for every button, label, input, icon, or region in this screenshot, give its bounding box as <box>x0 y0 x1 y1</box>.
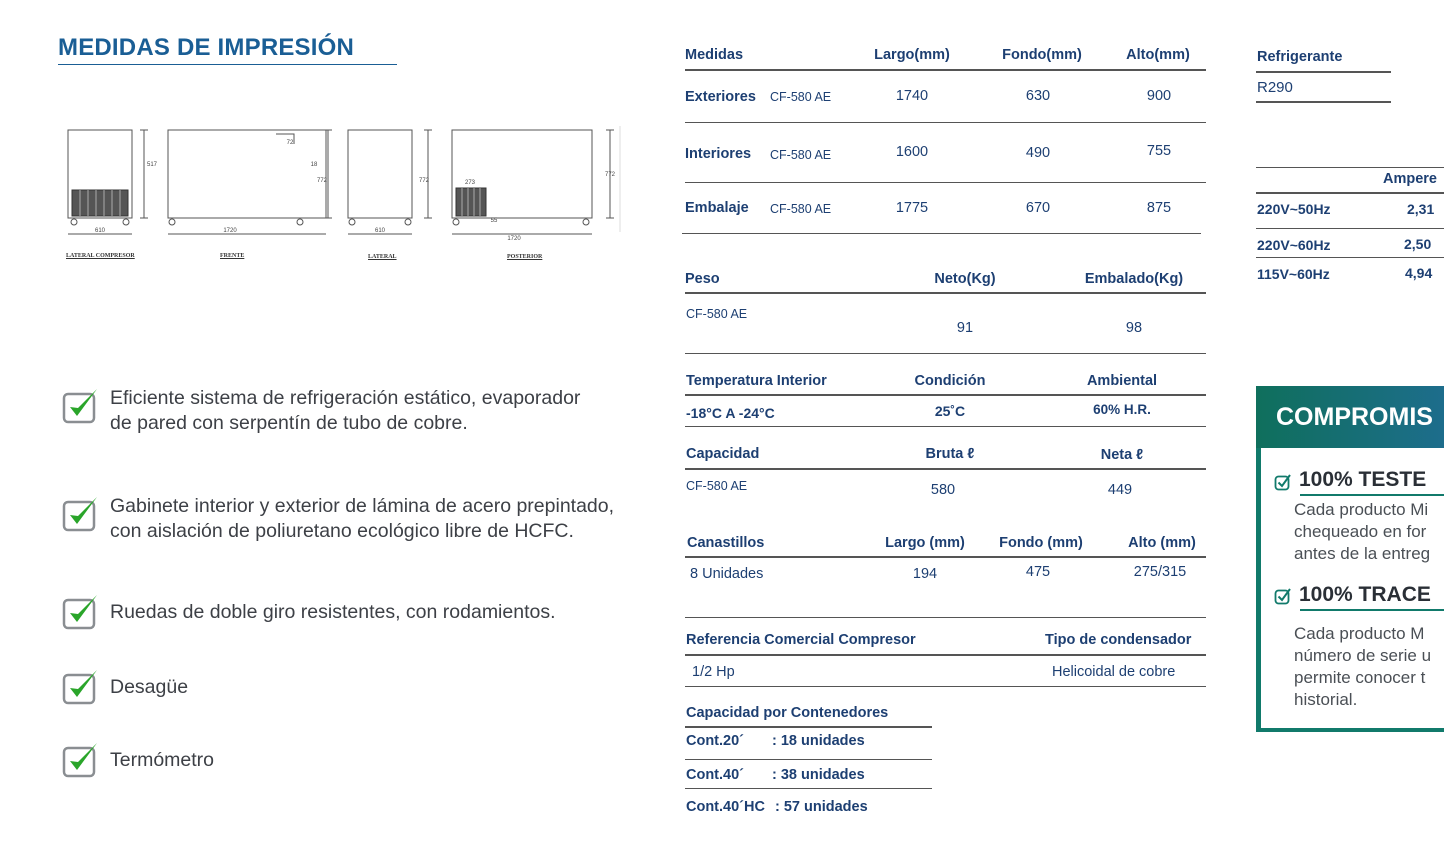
measures-row-largo: 1740 <box>895 88 929 104</box>
capacity-header-label: Capacidad <box>686 446 760 462</box>
electrical-row-rule <box>1256 257 1444 258</box>
checkbox-check-icon <box>62 740 100 780</box>
diagram-dim-5: 517 <box>146 162 158 168</box>
temperature-header-label: Temperatura Interior <box>686 373 827 389</box>
checkbox-check-icon <box>62 592 100 632</box>
weight-header-label: Peso <box>685 271 720 287</box>
temperature-header-condition: Condición <box>914 373 986 389</box>
baskets-header-fondo: Fondo (mm) <box>999 535 1083 551</box>
measures-header-rule <box>685 69 1206 71</box>
diagram-label-frente: FRENTE <box>220 253 245 259</box>
checkbox-check-icon <box>62 667 100 707</box>
diagram-dim-4: 1720 <box>507 236 521 242</box>
commitment-title: COMPROMIS <box>1276 403 1433 431</box>
diagram-label-lateral-compresor: LATERAL COMPRESOR <box>66 253 135 259</box>
containers-row-value: : 18 unidades <box>772 733 865 749</box>
compressor-hp-value: 1/2 Hp <box>692 664 735 680</box>
containers-row-value: : 38 unidades <box>772 767 865 783</box>
measures-row-alto: 900 <box>1146 88 1172 104</box>
measures-header-fondo: Fondo(mm) <box>1002 47 1082 63</box>
electrical-row-value: 2,50 <box>1404 236 1432 252</box>
feature-item <box>62 592 556 632</box>
refrigerant-row-rule <box>1256 101 1391 103</box>
electrical-row-label: 220V~60Hz <box>1257 237 1331 253</box>
containers-row-value: : 57 unidades <box>775 799 868 815</box>
baskets-fondo-value: 475 <box>1025 564 1051 580</box>
measures-row-label: Interiores <box>685 146 752 162</box>
commitment-item-line: Cada producto M <box>1294 624 1425 643</box>
feature-item <box>62 667 188 707</box>
capacity-header-bruta: Bruta ℓ <box>925 446 975 462</box>
diagram-label-lateral: LATERAL <box>368 254 397 260</box>
containers-row-label: Cont.40´ <box>686 767 744 783</box>
measures-row-alto: 875 <box>1146 200 1172 216</box>
containers-row-label: Cont.20´ <box>686 733 744 749</box>
electrical-header-rule <box>1256 192 1444 194</box>
measures-row-model: CF-580 AE <box>770 90 832 104</box>
section-title-underline <box>58 64 397 65</box>
compressor-condenser-value: Helicoidal de cobre <box>1052 664 1176 680</box>
containers-row-rule <box>685 788 932 789</box>
baskets-units: 8 Unidades <box>690 566 764 582</box>
feature-text: Ruedas de doble giro resistentes, con rodamientos. <box>110 601 556 623</box>
measures-row-model: CF-580 AE <box>770 148 832 162</box>
weight-row-rule <box>685 353 1206 354</box>
measures-header-largo: Largo(mm) <box>874 47 950 63</box>
measures-row-rule <box>685 122 1206 123</box>
refrigerant-value: R290 <box>1257 79 1293 96</box>
refrigerant-header-rule <box>1256 71 1391 73</box>
measures-row-alto: 755 <box>1146 143 1172 159</box>
compressor-header-rule <box>685 654 1206 656</box>
diagram-dim-1: 610 <box>94 228 106 234</box>
electrical-row-label: 220V~50Hz <box>1257 201 1331 217</box>
diagram-dim-2: 1720 <box>223 228 237 234</box>
baskets-alto-value: 275/315 <box>1133 564 1187 580</box>
diagram-dim-6: 772 <box>316 178 328 184</box>
measures-row-largo: 1600 <box>895 144 929 160</box>
baskets-largo-value: 194 <box>912 566 938 582</box>
diagram-dim-10: 18 <box>310 162 318 168</box>
diagram-dim-12: 55 <box>490 218 498 224</box>
traceable-check-icon <box>1274 587 1292 605</box>
capacity-model: CF-580 AE <box>686 479 748 493</box>
temperature-row-rule <box>685 426 1206 427</box>
containers-header-rule <box>685 726 932 728</box>
capacity-header-rule <box>685 468 1206 470</box>
weight-model: CF-580 AE <box>686 307 748 321</box>
temperature-range: -18°C A -24°C <box>686 405 775 421</box>
containers-row-label: Cont.40´HC <box>686 799 765 815</box>
electrical-row-rule <box>1256 228 1444 229</box>
diagram-dim-8: 772 <box>604 172 616 178</box>
commitment-item-line: historial. <box>1294 690 1358 709</box>
weight-neto-value: 91 <box>956 320 974 336</box>
measures-row-largo: 1775 <box>895 200 929 216</box>
diagram-dim-9: 72 <box>286 140 294 146</box>
temperature-header-rule <box>685 394 1206 396</box>
baskets-header-alto: Alto (mm) <box>1128 535 1196 551</box>
feature-item <box>62 494 614 544</box>
containers-header: Capacidad por Contenedores <box>686 705 889 721</box>
compressor-row-rule <box>685 686 1206 687</box>
freezer-technical-diagram <box>62 122 622 272</box>
measures-row-fondo: 670 <box>1025 200 1051 216</box>
feature-text: Gabinete interior y exterior de lámina de acero prepintado, con aislación de poliuretano ecológico libre de HCFC. <box>110 495 615 542</box>
feature-text: Eficiente sistema de refrigeración estático, evaporador de pared con serpentín de tubo de cobre. <box>110 387 581 434</box>
commitment-item-title: 100% TESTE <box>1299 468 1427 491</box>
measures-row-fondo: 630 <box>1025 88 1051 104</box>
containers-row-rule <box>685 759 932 760</box>
refrigerant-header: Refrigerante <box>1257 49 1343 65</box>
compressor-header-label: Referencia Comercial Compresor <box>686 632 916 648</box>
feature-item <box>62 386 580 436</box>
measures-header-label: Medidas <box>685 47 744 63</box>
electrical-row-value: 4,94 <box>1405 265 1433 281</box>
commitment-item-underline <box>1300 609 1444 611</box>
commitment-item-underline <box>1300 494 1444 496</box>
commitment-item-line: chequeado en for <box>1294 522 1427 541</box>
measures-row-rule <box>685 182 1206 183</box>
commitment-item-line: Cada producto Mi <box>1294 500 1429 519</box>
weight-embalado-value: 98 <box>1125 320 1143 336</box>
diagram-dim-11: 273 <box>464 180 476 186</box>
commitment-item-line: permite conocer t <box>1294 668 1426 687</box>
capacity-bruta-value: 580 <box>930 482 956 498</box>
commitment-item-line: antes de la entreg <box>1294 544 1431 563</box>
baskets-header-largo: Largo (mm) <box>885 535 965 551</box>
measures-header-alto: Alto(mm) <box>1126 47 1190 63</box>
checkbox-check-icon <box>62 386 100 426</box>
measures-row-label: Exteriores <box>685 89 756 105</box>
section-title-print-measures: MEDIDAS DE IMPRESIÓN <box>58 34 355 61</box>
commitment-item-line: número de serie u <box>1294 646 1432 665</box>
feature-text: Desagüe <box>110 676 189 698</box>
electrical-top-rule <box>1256 167 1444 168</box>
diagram-drawing <box>62 122 622 272</box>
measures-row-label: Embalaje <box>685 200 749 216</box>
baskets-header-label: Canastillos <box>687 535 765 551</box>
temperature-condition-value: 25˚C <box>934 403 966 419</box>
diagram-label-posterior: POSTERIOR <box>507 254 543 260</box>
measures-row-rule <box>682 233 1201 234</box>
weight-header-rule <box>685 292 1206 294</box>
capacity-header-neta: Neta ℓ <box>1100 447 1144 463</box>
compressor-header-condenser: Tipo de condensador <box>1045 632 1192 648</box>
weight-header-neto: Neto(Kg) <box>934 271 996 287</box>
measures-row-model: CF-580 AE <box>770 202 832 216</box>
capacity-neta-value: 449 <box>1107 482 1133 498</box>
feature-item <box>62 740 214 780</box>
temperature-header-ambient: Ambiental <box>1086 373 1158 389</box>
baskets-header-rule <box>685 556 1206 558</box>
measures-row-fondo: 490 <box>1025 145 1051 161</box>
tested-check-icon <box>1274 473 1292 491</box>
electrical-row-value: 2,31 <box>1407 201 1435 217</box>
diagram-dim-7: 772 <box>418 178 430 184</box>
diagram-dim-3: 610 <box>374 228 386 234</box>
commitment-item-title: 100% TRACE <box>1299 583 1431 606</box>
feature-text: Termómetro <box>110 749 215 771</box>
electrical-row-label: 115V~60Hz <box>1257 266 1330 282</box>
baskets-row-rule <box>685 617 1206 618</box>
checkbox-check-icon <box>62 494 100 534</box>
electrical-header-ampere: Ampere <box>1383 171 1437 187</box>
temperature-ambient-value: 60% H.R. <box>1093 402 1151 417</box>
weight-header-embalado: Embalado(Kg) <box>1084 271 1184 287</box>
